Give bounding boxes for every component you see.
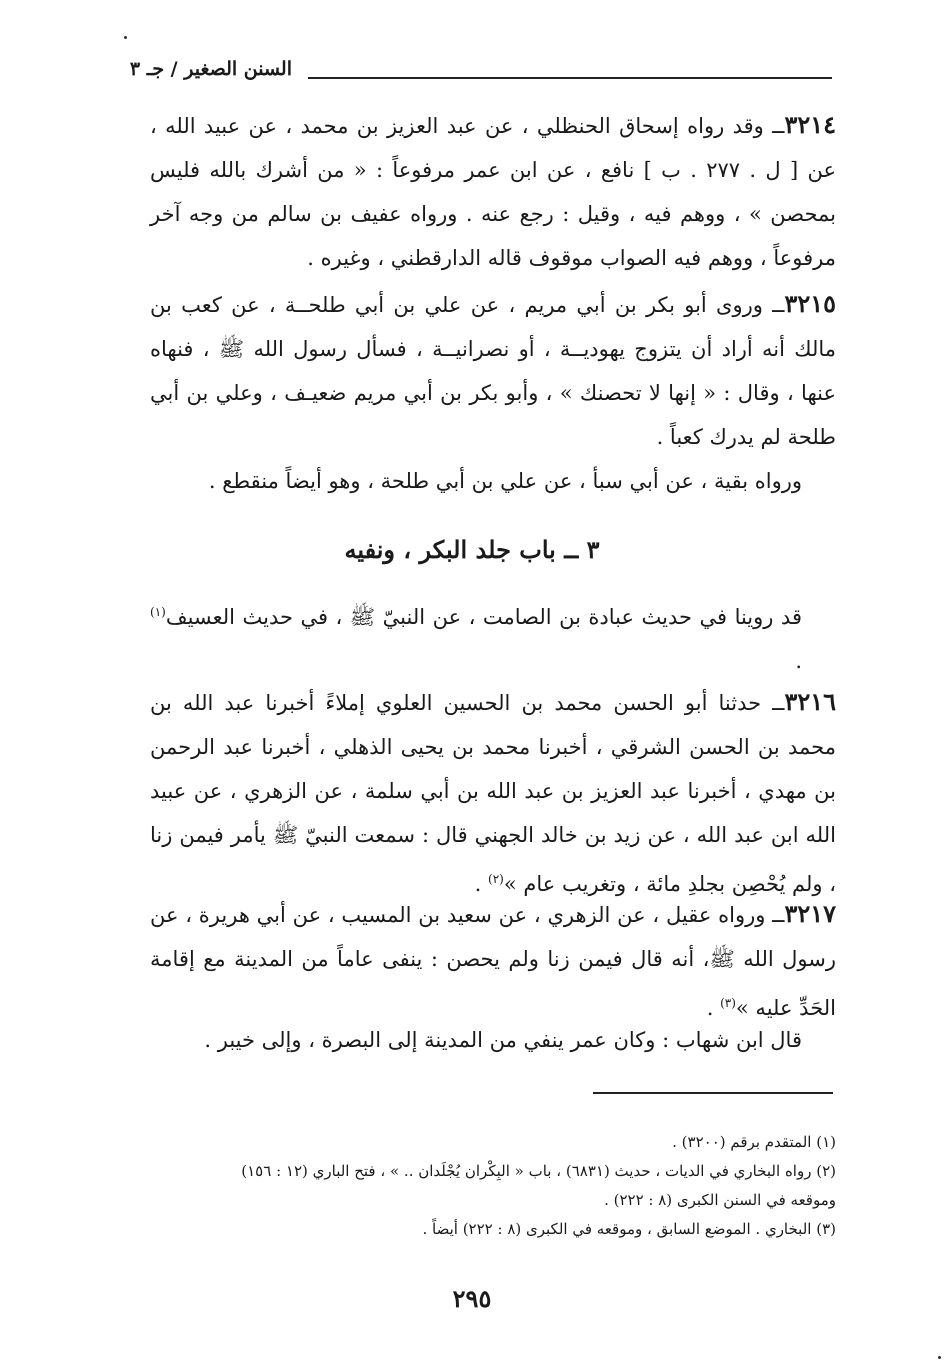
paragraph-end: . [795, 649, 802, 673]
page-number: ٢٩٥ [452, 1284, 492, 1313]
paragraph-text: قد روينا في حديث عبادة بن الصامت ، عن النبيّ ﷺ ، في حديث العسيف [165, 605, 802, 629]
hadith-text: ــ حدثنا أبو الحسن محمد بن الحسين العلوي إملاءً أخبرنا عبد الله بن محمد بن الحسن الشرقي ، أخبرنا محمد بن يحيى الذهلي ، أخبرنا عبد الرحمن بن مهدي ، أخبرنا عبد العزيز بن عبد الله بن أبي سلمة ، عن الزهري ، عن عبيد الله ابن عبد الله ، عن زيد بن خالد الجهني قال : سمعت النبيّ ﷺ يأمر فيمن زنا ، ولم يُحْصِن بجلدِ مائة ، وتغريب عام » [150, 691, 836, 896]
footnote-ref: (١) [150, 605, 166, 619]
paragraph-end: . [474, 872, 489, 896]
hadith-3214 [150, 103, 836, 280]
paragraph-ibn-shihab: قال ابن شهاب : وكان عمر ينفي من المدينة إلى البصرة ، وإلى خيبر . [204, 1028, 802, 1052]
hadith-text: ــ وروى أبو بكر بن أبي مريم ، عن علي بن أبي طلحــة ، عن كعب بن مالك أنه أراد أن يتزوج يهوديــة ، أو نصرانيــة ، فسأل رسول الله ﷺ ، فنهاه عنها ، وقال : « إنها لا تحصنك » ، وأبو بكر بن أبي مريم ضعيـف ، وعلي بن أبي طلحة لم يدرك كعباً . [150, 293, 836, 449]
paragraph-end: . [706, 996, 721, 1020]
hadith-3217 [150, 892, 836, 1030]
footnote-rule [593, 1092, 833, 1094]
hadith-3215 [150, 282, 836, 459]
running-header: السنن الصغير / جـ ٣ [129, 58, 292, 80]
footnote-ref: (٢) [488, 872, 504, 886]
footnote-ref: (٣) [720, 996, 736, 1010]
hadith-text: ــ وقد رواه إسحاق الحنظلي ، عن عبد العزيز بن محمد ، عن عبيد الله ، عن [ ل . ٢٧٧ . ب ] نافع ، عن ابن عمر مرفوعاً : « من أشرك بالله فليس بمحصن » ، ووهم فيه ، وقيل : رجع عنه . ورواه عفيف بن سالم من وجه آخر مرفوعاً ، ووهم فيه الصواب موقوف قاله الدارقطني ، وغيره . [150, 114, 837, 270]
header-rule [308, 77, 832, 79]
hadith-number: ٣٢١٦ [784, 687, 836, 716]
paragraph-baqiyya: ورواه بقية ، عن أبي سبأ ، عن علي بن أبي طلحة ، وهو أيضاً منقطع . [208, 469, 802, 493]
paragraph-intro [150, 590, 836, 683]
section-heading: ٣ ــ باب جلد البكر ، ونفيه [344, 535, 600, 564]
footnote-2-cont: وموقعه في السنن الكبرى (٨ : ٢٢٢) . [604, 1191, 836, 1209]
hadith-text: ــ ورواه عقيل ، عن الزهري ، عن سعيد بن المسيب ، عن أبي هريرة ، عن رسول الله ﷺ، أنه قال فيمن زنا ولم يحصن : ينفى عاماً من المدينة مع إقامة الحَدِّ عليه » [150, 903, 836, 1020]
hadith-number: ٣٢١٥ [784, 289, 836, 318]
scan-speck [124, 36, 127, 39]
footnote-2: (٢) رواه البخاري في الديات ، حديث (٦٨٣١) ، باب « البِكْران يُجْلَدان .. » ، فتح الباري (١٢ : ١٥٦) [241, 1162, 836, 1180]
footnote-3: (٣) البخاري . الموضع السابق ، وموقعه في الكبرى (٨ : ٢٢٢) أيضاً . [422, 1220, 836, 1238]
hadith-3216 [150, 680, 836, 906]
footnote-1: (١) المتقدم برقم (٣٢٠٠) . [672, 1133, 836, 1151]
scan-speck [938, 1356, 941, 1359]
hadith-number: ٣٢١٧ [784, 899, 836, 928]
hadith-number: ٣٢١٤ [784, 110, 836, 139]
